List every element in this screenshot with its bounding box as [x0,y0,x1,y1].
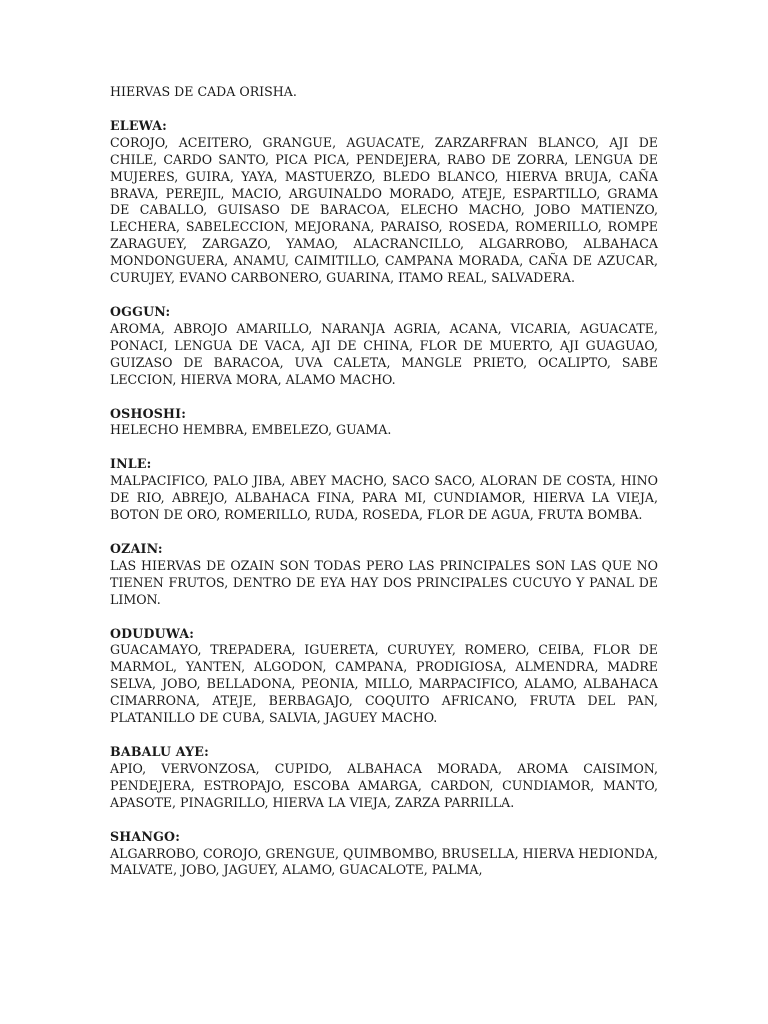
section-text: MALPACIFICO, PALO JIBA, ABEY MACHO, SACO SACO, ALORAN DE COSTA, HINO DE RIO, ABREJO, ALBAHACA FINA, PARA MI, CUNDIAMOR, HIERVA LA VIEJA, BOTON DE ORO, ROMERILLO, RUDA, ROSEDA, FLOR DE AGUA, FRUTA BOMBA. [110,473,658,523]
section-text: AROMA, ABROJO AMARILLO, NARANJA AGRIA, ACANA, VICARIA, AGUACATE, PONACI, LENGUA DE VACA, AJI DE CHINA, FLOR DE MUERTO, AJI GUAGUAO, GUIZASO DE BARACOA, UVA CALETA, MANGLE PRIETO, OCALIPTO, SABE LECCION, HIERVA MORA, ALAMO MACHO. [110,320,658,387]
section-heading: ELEWA: [110,117,168,133]
section-heading: OGGUN: [110,303,171,319]
section-heading: OSHOSHI: [110,405,187,421]
section-text: ALGARROBO, COROJO, GRENGUE, QUIMBOMBO, BRUSELLA, HIERVA HEDIONDA, MALVATE, JOBO, JAGUEY, ALAMO, GUACALOTE, PALMA, [110,845,658,878]
section-ozain [110,541,658,609]
section-text: LAS HIERVAS DE OZAIN SON TODAS PERO LAS PRINCIPALES SON LAS QUE NO TIENEN FRUTOS, DENTRO DE EYA HAY DOS PRINCIPALES CUCUYO Y PANAL DE LIMON. [110,557,658,607]
section-heading: ODUDUWA: [110,625,195,641]
section-heading: OZAIN: [110,540,163,556]
section-text: HELECHO HEMBRA, EMBELEZO, GUAMA. [110,422,392,438]
section-heading: SHANGO: [110,828,181,844]
section-text: APIO, VERVONZOSA, CUPIDO, ALBAHACA MORADA, AROMA CAISIMON, PENDEJERA, ESTROPAJO, ESCOBA AMARGA, CARDON, CUNDIAMOR, MANTO, APASOTE, PINAGRILLO, HIERVA LA VIEJA, ZARZA PARRILLA. [110,760,658,810]
section-heading: INLE: [110,456,152,472]
document-title: HIERVAS DE CADA ORISHA. [110,84,297,99]
section-elewa [110,118,658,287]
section-shango [110,829,658,880]
section-heading: BABALU AYE: [110,744,209,759]
section-oggun [110,304,658,389]
section-oduduwa [110,626,658,727]
section-inle [110,456,658,524]
section-text: GUACAMAYO, TREPADERA, IGUERETA, CURUYEY, ROMERO, CEIBA, FLOR DE MARMOL, YANTEN, ALGODON, CAMPANA, PRODIGIOSA, ALMENDRA, MADRE SELVA, JOBO, BELLADONA, PEONIA, MILLO, MARPACIFICO, ALAMO, ALBAHACA CIMARRONA, ATEJE, BERBAGAJO, COQUITO AFRICANO, FRUTA DEL PAN, PLATANILLO DE CUBA, SALVIA, JAGUEY MACHO. [110,642,658,726]
document-page [110,84,658,896]
section-text: COROJO, ACEITERO, GRANGUE, AGUACATE, ZARZARFRAN BLANCO, AJI DE CHILE, CARDO SANTO, PICA PICA, PENDEJERA, RABO DE ZORRA, LENGUA DE MUJERES, GUIRA, YAYA, MASTUERZO, BLEDO BLANCO, HIERVA BRUJA, CAÑA BRAVA, PEREJIL, MACIO, ARGUINALDO MORADO, ATEJE, ESPARTILLO, GRAMA DE CABALLO, GUISASO DE BARACOA, ELECHO MACHO, JOBO MATIENZO, LECHERA, SABELECCION, MEJORANA, PARAISO, ROSEDA, ROMERILLO, ROMPE ZARAGUEY, ZARGAZO, YAMAO, ALACRANCILLO, ALGARROBO, ALBAHACA MONDONGUERA, ANAMU, CAIMITILLO, CAMPANA MORADA, CAÑA DE AZUCAR, CURUJEY, EVANO CARBONERO, GUARINA, ITAMO REAL, SALVADERA. [110,134,658,286]
section-oshoshi [110,406,658,440]
section-babalu-aye [110,744,658,812]
